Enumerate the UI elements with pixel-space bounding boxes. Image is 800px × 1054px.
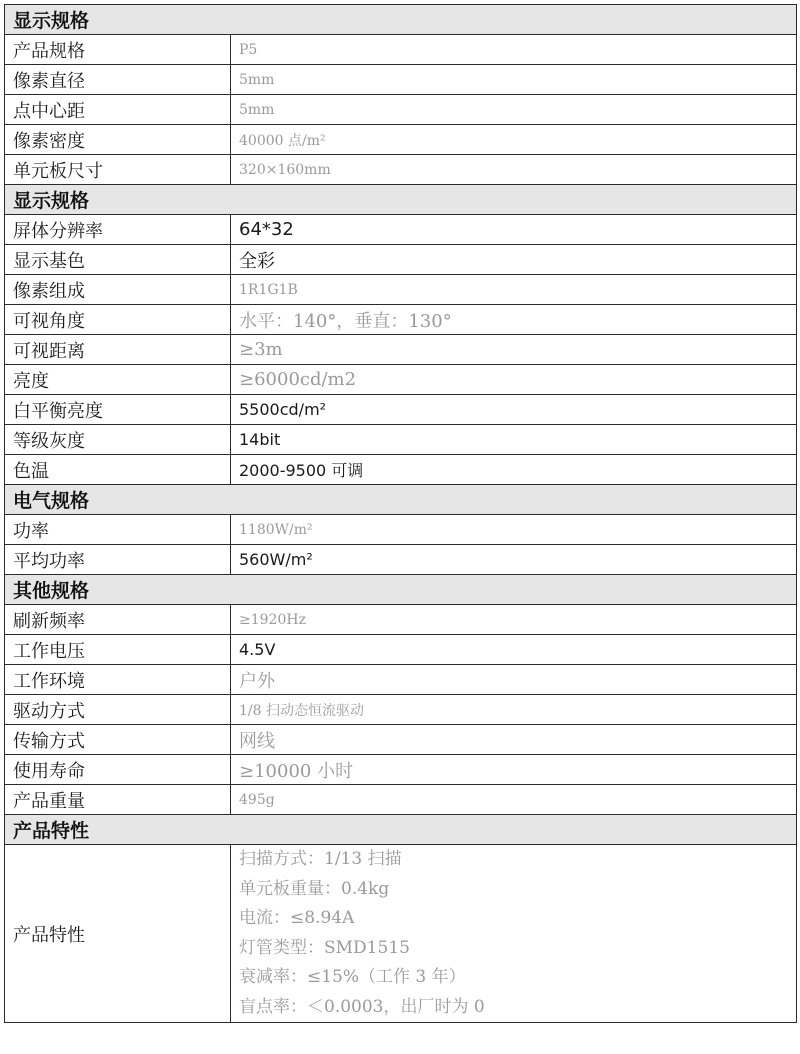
spec-label: 工作环境 [5,665,231,695]
section-title: 电气规格 [5,485,797,515]
spec-value: 水平：140°，垂直：130° [231,305,797,335]
spec-label: 可视角度 [5,305,231,335]
spec-value: 1180W/m² [231,515,797,545]
spec-value: 网线 [231,725,797,755]
spec-value: 560W/m² [231,545,797,575]
spec-value: 40000 点/m² [231,125,797,155]
spec-value: 495g [231,785,797,815]
feature-line: 扫描方式：1/13 扫描 [239,849,402,869]
spec-value: 4.5V [231,635,797,665]
spec-row [5,725,797,755]
spec-label: 点中心距 [5,95,231,125]
spec-label: 单元板尺寸 [5,155,231,185]
section-title: 显示规格 [5,5,797,35]
spec-label: 产品重量 [5,785,231,815]
feature-line: 衰减率：≤15%（工作 3 年） [239,967,466,987]
spec-label: 可视距离 [5,335,231,365]
spec-row [5,95,797,125]
spec-label: 功率 [5,515,231,545]
spec-value: 5500cd/m² [231,395,797,425]
spec-label: 白平衡亮度 [5,395,231,425]
spec-row [5,425,797,455]
spec-label: 工作电压 [5,635,231,665]
spec-row [5,785,797,815]
spec-row [5,245,797,275]
spec-row [5,755,797,785]
spec-label: 屏体分辨率 [5,215,231,245]
spec-value: 全彩 [231,245,797,275]
spec-row [5,605,797,635]
spec-value: 320×160mm [231,155,797,185]
spec-row [5,635,797,665]
spec-label: 色温 [5,455,231,485]
spec-value: ≥6000cd/m2 [231,365,797,395]
section-header-other-specs [5,575,797,605]
spec-row [5,125,797,155]
feature-line: 灯管类型：SMD1515 [239,937,410,958]
spec-row [5,455,797,485]
spec-row [5,155,797,185]
spec-value: 14bit [231,425,797,455]
feature-list [231,845,797,1023]
spec-label: 产品规格 [5,35,231,65]
spec-label: 像素直径 [5,65,231,95]
section-title: 显示规格 [5,185,797,215]
section-header-display-specs-2 [5,185,797,215]
section-title: 产品特性 [5,815,797,845]
spec-label: 显示基色 [5,245,231,275]
section-title: 其他规格 [5,575,797,605]
spec-value: ≥10000 小时 [231,755,797,785]
spec-label: 传输方式 [5,725,231,755]
spec-row [5,65,797,95]
spec-row [5,695,797,725]
spec-value: 64*32 [231,215,797,245]
spec-row [5,215,797,245]
spec-label: 平均功率 [5,545,231,575]
spec-label: 像素密度 [5,125,231,155]
spec-value: 5mm [231,95,797,125]
spec-value: 户外 [231,665,797,695]
spec-value: ≥1920Hz [231,605,797,635]
section-header-display-specs [5,5,797,35]
spec-label: 像素组成 [5,275,231,305]
spec-row [5,275,797,305]
spec-row [5,545,797,575]
spec-value: 5mm [231,65,797,95]
spec-value: P5 [231,35,797,65]
spec-value: 1R1G1B [231,275,797,305]
spec-label: 亮度 [5,365,231,395]
feature-line: 电流：≤8.94A [239,908,355,928]
feature-row [5,845,797,1023]
spec-row [5,395,797,425]
spec-label: 刷新频率 [5,605,231,635]
section-header-product-features [5,815,797,845]
feature-line: 单元板重量：0.4kg [239,878,390,899]
spec-value: ≥3m [231,335,797,365]
spec-label: 驱动方式 [5,695,231,725]
spec-row [5,305,797,335]
spec-row [5,365,797,395]
spec-label: 使用寿命 [5,755,231,785]
spec-value: 2000-9500 可调 [231,455,797,485]
spec-label: 等级灰度 [5,425,231,455]
spec-value: 1/8 扫动态恒流驱动 [231,695,797,725]
spec-row [5,335,797,365]
spec-row [5,515,797,545]
spec-table [4,4,797,1023]
spec-label: 产品特性 [5,845,231,1023]
feature-line: 盲点率：＜0.0003，出厂时为 0 [239,996,485,1017]
spec-row [5,35,797,65]
section-header-electrical-specs [5,485,797,515]
spec-row [5,665,797,695]
